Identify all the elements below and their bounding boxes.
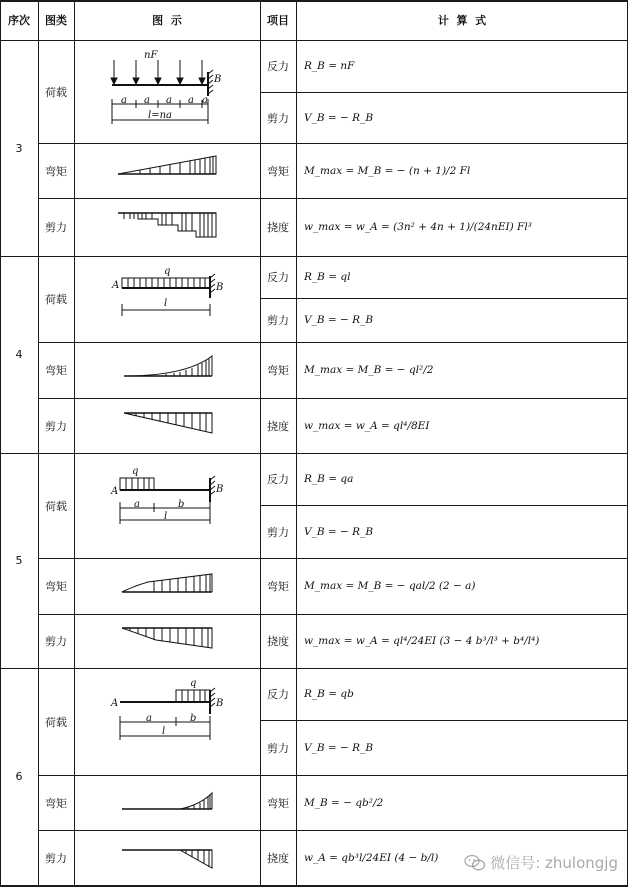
item-label: 挠度 [267,221,289,234]
formula: R_B = ql [304,271,351,283]
section-number: 6 [15,770,23,783]
header-seq: 序次 [8,14,30,27]
support-label: B [216,484,224,495]
section-number: 4 [15,348,23,361]
section-number: 3 [15,141,23,155]
item-label: 反力 [267,473,289,486]
span-label: a [134,499,140,510]
partial-load-diagram [108,462,238,534]
item-label: 反力 [267,688,289,701]
formula: V_B = − R_B [304,314,374,326]
section-number: 5 [15,554,23,567]
item-label: 挠度 [267,635,289,648]
total-length-label: l [162,726,166,737]
item-label: 挠度 [267,851,289,865]
col-sep-item [296,0,297,887]
formula: V_B = − R_B [304,111,374,124]
span-label: a [188,95,194,106]
type-label: 弯矩 [45,580,67,593]
point-load-diagram [104,48,234,136]
support-label: B [216,282,224,293]
wechat-watermark [464,852,618,873]
formula: w_max = w_A = ql⁴/24EI (3 − 4 b³/l³ + b⁴/l⁴) [304,635,540,647]
header-diagram: 图 示 [152,14,182,27]
item-label: 剪力 [267,314,289,327]
type-label: 剪力 [45,221,67,234]
formula: w_max = w_A = (3n² + 4n + 1)/(24nEI) Fl³ [304,221,532,233]
wechat-icon [464,854,486,872]
support-label: B [216,698,224,709]
formula: R_B = qa [304,473,354,485]
item-label: 弯矩 [267,164,289,178]
formula: M_B = − qb²/2 [304,796,384,809]
total-length-label: l=na [148,110,172,121]
moment-diagram [114,783,224,823]
load-label: q [190,678,197,689]
formula: R_B = qb [304,688,354,700]
type-label: 荷载 [45,715,67,729]
span-label: a [121,95,127,106]
item-label: 剪力 [267,525,289,539]
formula: M_max = M_B = − (n + 1)/2 Fl [304,164,471,177]
header-type: 图类 [45,14,67,27]
span-label: b [190,713,197,724]
header-formula: 计 算 式 [437,14,487,27]
type-label: 弯矩 [45,796,67,810]
formula: w_A = qb³l/24EI (4 − b/l) [304,851,439,864]
type-label: 剪力 [45,419,67,433]
moment-diagram [110,150,230,190]
item-label: 剪力 [267,741,289,755]
item-label: 挠度 [267,419,289,433]
load-label: q [164,266,171,277]
formula: R_B = nF [304,60,355,72]
header-item: 项目 [267,14,289,27]
moment-diagram [116,350,226,390]
item-label: 反力 [267,271,289,284]
shear-diagram [116,405,226,441]
total-length-label: l [164,511,168,522]
formula: V_B = − R_B [304,741,374,754]
span-label: a [166,95,172,106]
formula: M_max = M_B = − ql²/2 [304,364,434,376]
shear-diagram [114,620,224,660]
end-label: A [111,698,119,709]
type-label: 荷载 [45,499,67,513]
partial-load-diagram [108,676,238,748]
span-label: a [144,95,150,106]
col-sep-type [74,0,75,887]
end-label: A [112,280,120,291]
load-label: q [132,466,139,477]
uniform-load-diagram [108,262,238,322]
type-label: 剪力 [45,635,67,648]
span-label: a [146,713,152,724]
formula: w_max = w_A = ql⁴/8EI [304,419,430,432]
load-label: nF [144,50,158,61]
item-label: 弯矩 [267,580,289,593]
type-label: 荷载 [45,85,67,99]
shear-diagram [110,205,230,249]
span-label: b [178,499,185,510]
item-label: 弯矩 [267,796,289,810]
shear-diagram [114,840,224,880]
formula: V_B = − R_B [304,525,374,538]
item-label: 剪力 [267,111,289,125]
formula: M_max = M_B = − qal/2 (2 − a) [304,580,476,592]
type-label: 弯矩 [45,164,67,178]
total-length-label: l [164,298,168,309]
item-label: 反力 [267,60,289,73]
type-label: 弯矩 [45,364,67,377]
moment-diagram [114,566,224,606]
type-label: 荷载 [45,293,67,306]
support-label: B [214,74,222,85]
item-label: 弯矩 [267,364,289,377]
span-label: a [202,95,208,106]
type-label: 剪力 [45,851,67,865]
end-label: A [111,486,119,497]
watermark-text: 微信号: zhulongjg [490,854,618,872]
